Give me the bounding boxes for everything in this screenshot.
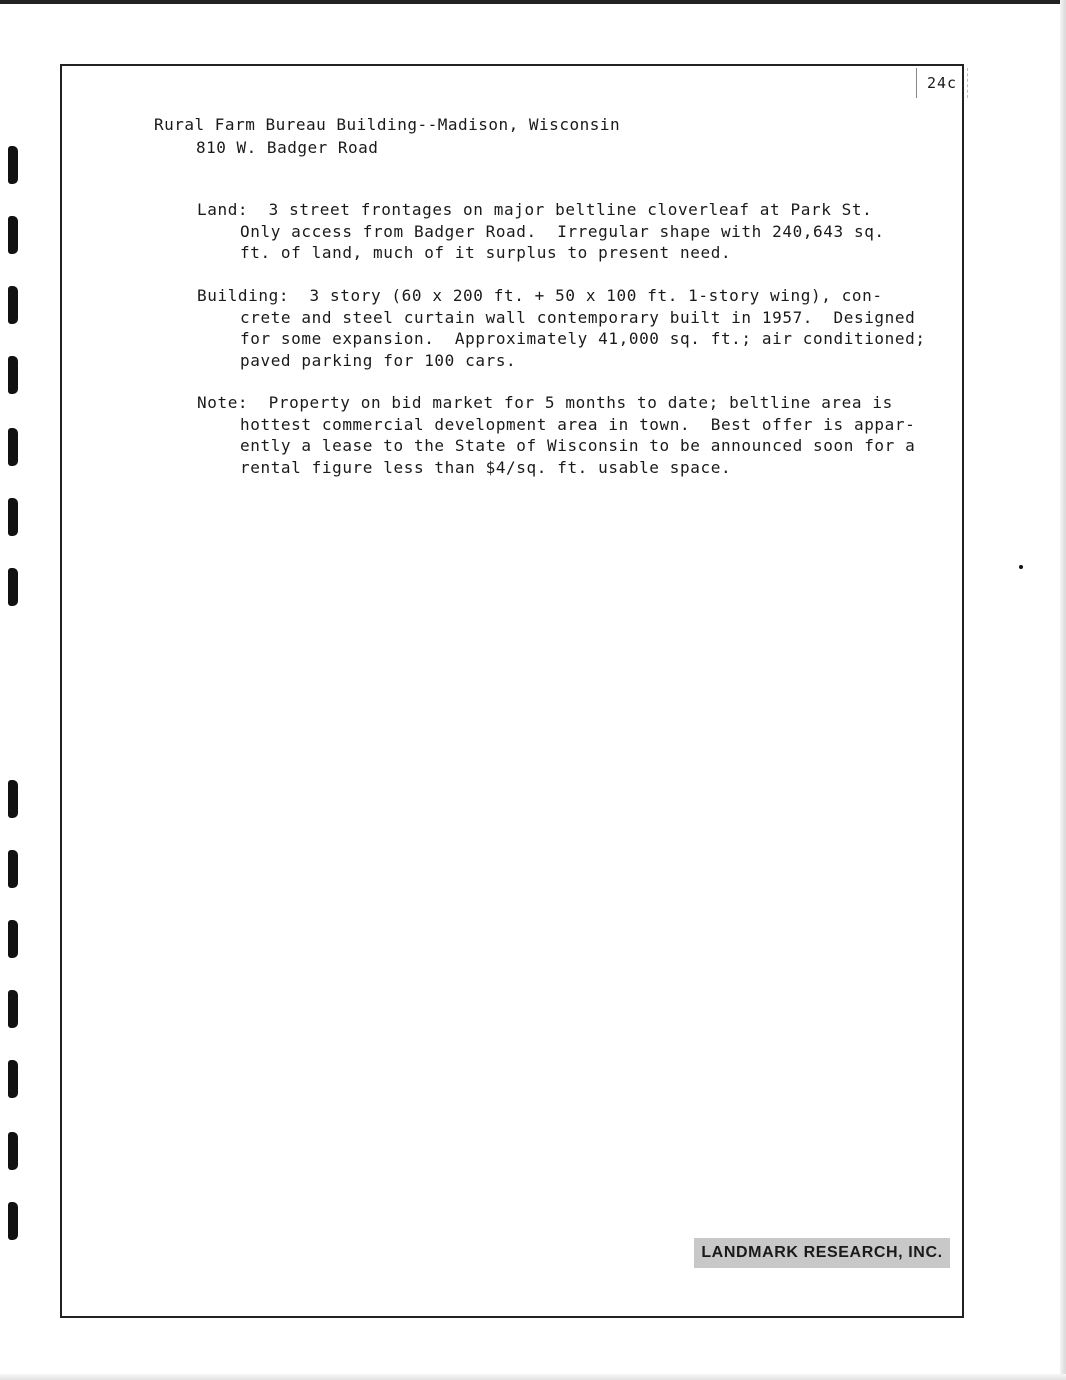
- binder-hole: [8, 286, 18, 324]
- note-section: [197, 392, 957, 478]
- binder-hole: [8, 850, 18, 888]
- property-address: 810 W. Badger Road: [196, 138, 379, 157]
- binder-hole: [8, 356, 18, 394]
- page-top-edge: [0, 0, 1066, 4]
- binder-hole: [8, 920, 18, 958]
- binder-hole: [8, 428, 18, 466]
- land-line: Only access from Badger Road. Irregular shape with 240,643 sq.: [240, 221, 885, 241]
- binder-hole: [8, 990, 18, 1028]
- land-line: ft. of land, much of it surplus to present need.: [240, 243, 732, 262]
- page-number: 24c: [916, 68, 968, 98]
- building-section: [197, 285, 957, 371]
- land-section: [197, 199, 957, 264]
- property-title: Rural Farm Bureau Building--Madison, Wisconsin: [154, 115, 621, 134]
- company-logo: LANDMARK RESEARCH, INC.: [694, 1238, 950, 1268]
- note-line: Note: Property on bid market for 5 months to date; beltline area is: [197, 393, 893, 412]
- binder-hole: [8, 216, 18, 254]
- page-right-edge: [1060, 0, 1066, 1380]
- note-line: ently a lease to the State of Wisconsin to be announced soon for a: [240, 436, 916, 455]
- building-line: Building: 3 story (60 x 200 ft. + 50 x 100 ft. 1-story wing), con-: [197, 286, 883, 305]
- binder-hole: [8, 1202, 18, 1240]
- binder-hole: [8, 780, 18, 818]
- binder-hole: [8, 1132, 18, 1170]
- building-line: for some expansion. Approximately 41,000 sq. ft.; air conditioned;: [240, 329, 926, 348]
- binder-hole: [8, 146, 18, 184]
- binder-holes: [8, 0, 28, 1380]
- binder-hole: [8, 498, 18, 536]
- land-line: Land: 3 street frontages on major beltline cloverleaf at Park St.: [197, 200, 873, 219]
- binder-hole: [8, 568, 18, 606]
- binder-hole: [8, 1060, 18, 1098]
- building-line: crete and steel curtain wall contemporary built in 1957. Designed: [240, 307, 916, 327]
- page-bottom-edge: [0, 1374, 1066, 1380]
- note-line: hottest commercial development area in town. Best offer is appar-: [240, 414, 916, 434]
- building-line: paved parking for 100 cars.: [240, 350, 517, 370]
- scan-speck: [1019, 565, 1023, 569]
- note-line: rental figure less than $4/sq. ft. usable space.: [240, 457, 732, 477]
